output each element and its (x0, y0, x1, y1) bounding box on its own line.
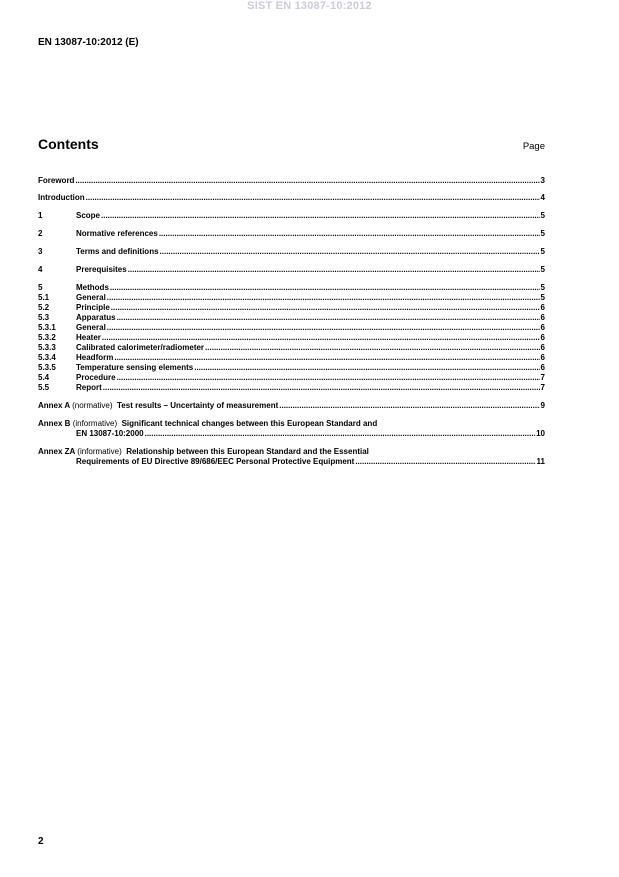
toc-leader (128, 265, 540, 275)
toc-entry-5-3-5[interactable] (38, 363, 545, 373)
toc-number: 5.3.3 (38, 343, 56, 352)
toc-number: 5.3.2 (38, 333, 56, 342)
toc-title: Foreword (38, 176, 75, 185)
toc-page: 9 (540, 401, 545, 410)
toc-leader (145, 429, 535, 439)
toc-title: Methods (76, 283, 109, 292)
toc-page: 5 (540, 211, 545, 220)
toc-title: Headform (76, 353, 114, 362)
table-of-contents (38, 176, 545, 467)
toc-leader (110, 283, 540, 293)
toc-entry-5-1[interactable] (38, 293, 545, 303)
toc-page: 6 (540, 333, 545, 342)
toc-number: 5.5 (38, 383, 50, 392)
toc-page: 7 (540, 383, 545, 392)
toc-leader (159, 229, 540, 239)
toc-title: General (76, 323, 106, 332)
toc-number: 5.3.1 (38, 323, 56, 332)
toc-page: 6 (540, 323, 545, 332)
toc-title: Introduction (38, 193, 85, 202)
toc-leader (107, 293, 540, 303)
toc-title: Heater (76, 333, 101, 342)
toc-leader (160, 247, 540, 257)
toc-leader (279, 401, 539, 411)
toc-entry-annex-b[interactable] (38, 419, 545, 439)
toc-number: 5.3.5 (38, 363, 56, 372)
toc-leader (107, 323, 540, 333)
toc-leader (102, 333, 540, 343)
toc-entry-methods[interactable] (38, 283, 545, 293)
toc-entry-5-4[interactable] (38, 373, 545, 383)
toc-leader (117, 373, 540, 383)
annex-heading: Annex A (normative) Test results – Uncertainty of measurement (38, 401, 279, 410)
toc-number: 5.4 (38, 373, 50, 382)
toc-number: 5.1 (38, 293, 50, 302)
toc-leader (205, 343, 540, 353)
toc-title: Normative references (76, 229, 158, 238)
toc-page: 5 (540, 247, 545, 256)
toc-page: 7 (540, 373, 545, 382)
toc-number: 4 (38, 265, 43, 274)
toc-number: 5.3.4 (38, 353, 56, 362)
toc-leader (103, 383, 540, 393)
page-number: 2 (38, 836, 44, 847)
toc-page: 6 (540, 313, 545, 322)
toc-leader (355, 457, 535, 467)
toc-page: 5 (540, 283, 545, 292)
annex-heading: Annex ZA (informative) Relationship between this European Standard and the Essential (38, 447, 369, 456)
toc-page: 10 (536, 429, 545, 438)
toc-title: Apparatus (76, 313, 116, 322)
toc-entry-5-3[interactable] (38, 313, 545, 323)
toc-number: 5 (38, 283, 43, 292)
toc-entry-scope[interactable] (38, 211, 545, 221)
toc-leader (194, 363, 539, 373)
toc-entry-introduction[interactable] (38, 193, 545, 203)
toc-page: 5 (540, 229, 545, 238)
toc-title: Scope (76, 211, 101, 220)
annex-title-continuation: EN 13087-10:2000 (76, 429, 144, 438)
toc-number: 5.3 (38, 313, 50, 322)
toc-entry-5-3-3[interactable] (38, 343, 545, 353)
page-column-label: Page (522, 141, 545, 152)
toc-title: Procedure (76, 373, 116, 382)
document-id: EN 13087-10:2012 (E) (38, 37, 139, 48)
toc-leader (111, 303, 540, 313)
toc-number: 2 (38, 229, 43, 238)
toc-page: 6 (540, 343, 545, 352)
toc-title: Calibrated calorimeter/radiometer (76, 343, 205, 352)
toc-entry-5-3-2[interactable] (38, 333, 545, 343)
toc-title: Terms and definitions (76, 247, 159, 256)
toc-page: 3 (540, 176, 545, 185)
toc-leader (114, 353, 539, 363)
watermark: SIST EN 13087-10:2012 (247, 0, 372, 12)
toc-entry-foreword[interactable] (38, 176, 545, 186)
toc-page: 5 (540, 293, 545, 302)
toc-entry-5-2[interactable] (38, 303, 545, 313)
toc-entry-normative-references[interactable] (38, 229, 545, 239)
toc-page: 6 (540, 353, 545, 362)
toc-page: 5 (540, 265, 545, 274)
toc-entry-terms-and-definitions[interactable] (38, 247, 545, 257)
toc-page: 4 (540, 193, 545, 202)
toc-entry-5-5[interactable] (38, 383, 545, 393)
toc-title: Temperature sensing elements (76, 363, 194, 372)
toc-number: 1 (38, 211, 43, 220)
toc-leader (101, 211, 540, 221)
toc-entry-prerequisites[interactable] (38, 265, 545, 275)
contents-title: Contents (38, 136, 99, 152)
toc-leader (75, 176, 539, 186)
toc-leader (117, 313, 540, 323)
toc-entry-5-3-4[interactable] (38, 353, 545, 363)
annex-title-continuation: Requirements of EU Directive 89/686/EEC Personal Protective Equipment (76, 457, 355, 466)
toc-number: 3 (38, 247, 43, 256)
toc-page: 6 (540, 363, 545, 372)
toc-title: Principle (76, 303, 110, 312)
toc-page: 6 (540, 303, 545, 312)
toc-title: General (76, 293, 106, 302)
toc-number: 5.2 (38, 303, 50, 312)
toc-leader (86, 193, 540, 203)
toc-entry-annex-za[interactable] (38, 447, 545, 467)
annex-heading: Annex B (informative) Significant technical changes between this European Standard and (38, 419, 378, 428)
toc-title: Report (76, 383, 102, 392)
toc-entry-annex-a[interactable] (38, 401, 545, 411)
toc-title: Prerequisites (76, 265, 127, 274)
toc-entry-5-3-1[interactable] (38, 323, 545, 333)
toc-page: 11 (536, 457, 545, 466)
